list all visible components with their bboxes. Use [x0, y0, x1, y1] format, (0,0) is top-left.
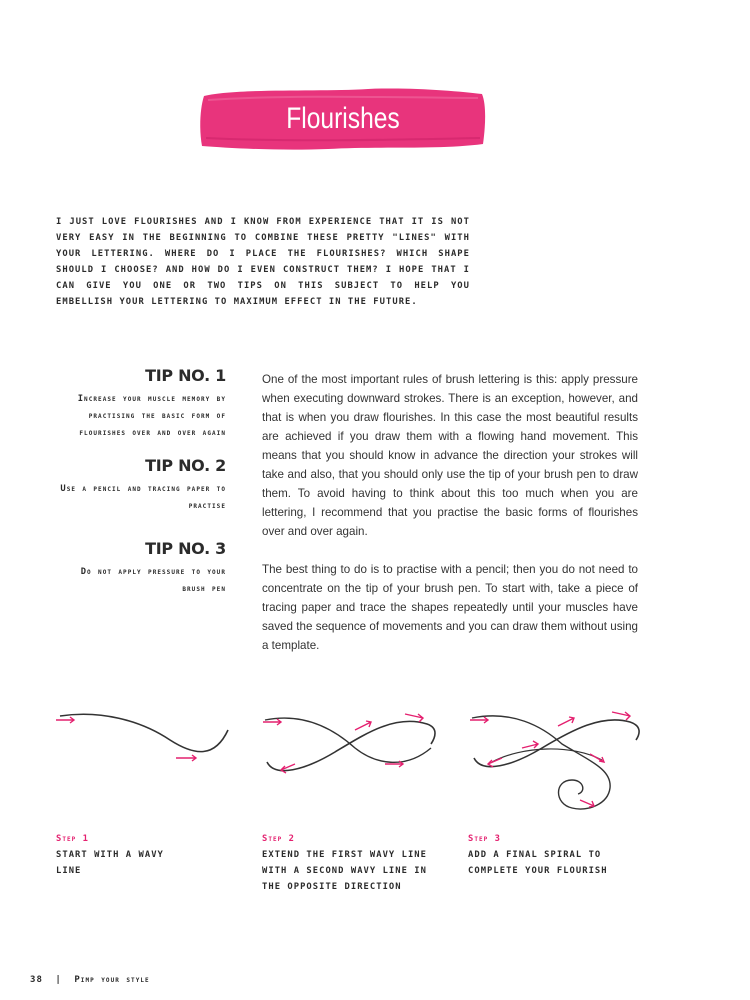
tip-2 [60, 456, 226, 515]
step-3 [468, 834, 648, 879]
tip-text: Increase your muscle memory by practising the basic form of flourishes over and over again [77, 394, 226, 438]
tip-text: Do not apply pressure to your brush pen [80, 567, 226, 594]
step-1-illustration [50, 700, 240, 780]
direction-arrow-icon [56, 717, 196, 761]
step-description: START WITH A WAVY LINE [56, 850, 164, 876]
body-paragraph: One of the most important rules of brush lettering is this: apply pressure when executing downward strokes. There is an exception, however, and that is when you draw flourishes. In this case the most beautiful results are achieved if you draw them with a flowing hand movement. This means that you should know in advance the direction your strokes will take and also, that you should only use the tip of your brush pen to draw them. To avoid having to think about this too much when you are lettering, I recommend that you practise the basic forms of flourishes over and over again. [262, 373, 638, 538]
body-text [262, 370, 638, 674]
step-label: Step 3 [468, 834, 502, 844]
step-3-illustration [462, 700, 652, 820]
tip-text: Use a pencil and tracing paper to practise [60, 484, 226, 511]
tips-column [60, 366, 226, 598]
tip-3 [60, 539, 226, 598]
tip-heading: TIP NO. 1 [145, 366, 226, 385]
tip-heading: TIP NO. 2 [145, 456, 226, 475]
direction-arrow-icon [470, 712, 630, 807]
step-2 [262, 834, 442, 895]
section-name: Pimp your style [74, 975, 150, 985]
step-description: EXTEND THE FIRST WAVY LINE WITH A SECOND WAVY LINE IN THE OPPOSITE DIRECTION [262, 850, 428, 892]
step-label: Step 2 [262, 834, 296, 844]
tip-1 [60, 366, 226, 442]
step-description: ADD A FINAL SPIRAL TO COMPLETE YOUR FLOURISH [468, 850, 608, 876]
page-title: Flourishes [286, 102, 400, 135]
intro-paragraph: I JUST LOVE FLOURISHES AND I KNOW FROM EXPERIENCE THAT IT IS NOT VERY EASY IN THE BEGINNING TO COMBINE THESE PRETTY "LINES" WITH YOUR LETTERING. WHERE DO I PLACE THE FLOURISHES? WHICH SHAPE SHOULD I CHOOSE? AND HOW DO I EVEN CONSTRUCT THEM? I HOPE THAT I CAN GIVE YOU ONE OR TWO TIPS ON THIS SUBJECT TO HELP YOU EMBELLISH YOUR LETTERING TO MAXIMUM EFFECT IN THE FUTURE. [56, 217, 470, 307]
step-1 [56, 834, 236, 879]
step-label: Step 1 [56, 834, 90, 844]
page-footer [30, 975, 150, 985]
body-paragraph: The best thing to do is to practise with a pencil; then you do not need to concentrate on the tip of your brush pen. To start with, take a piece of tracing paper and trace the shapes repeatedly until your muscles have saved the sequence of movements and you can draw them without using a template. [262, 563, 638, 652]
step-2-illustration [255, 700, 445, 790]
title-banner [198, 86, 488, 152]
page-number: 38 [30, 975, 43, 985]
footer-separator: | [55, 975, 62, 985]
tip-heading: TIP NO. 3 [145, 539, 226, 558]
